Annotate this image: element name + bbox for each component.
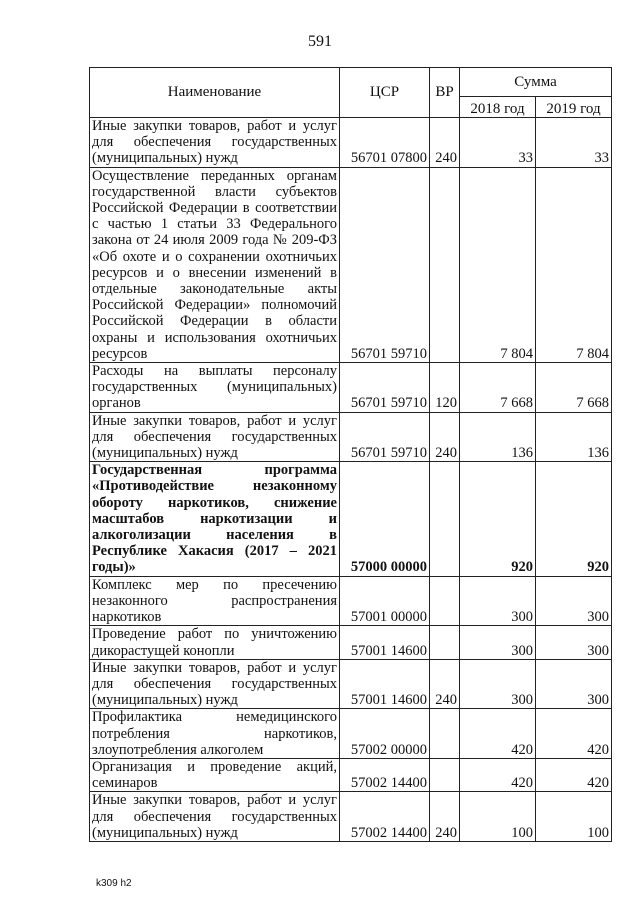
row-name: Расходы на выплаты персоналу государственных (муниципальных) органов bbox=[90, 363, 340, 413]
row-sum-2018: 136 bbox=[460, 412, 536, 462]
row-sum-2018: 420 bbox=[460, 709, 536, 759]
row-sum-2018: 920 bbox=[460, 462, 536, 576]
row-name: Организация и проведение акций, семинаров bbox=[90, 758, 340, 791]
row-csr: 56701 59710 bbox=[340, 167, 430, 362]
row-csr: 56701 59710 bbox=[340, 363, 430, 413]
row-name: Проведение работ по уничтожению дикорастущей конопли bbox=[90, 626, 340, 659]
row-sum-2019: 7 804 bbox=[536, 167, 612, 362]
table-row bbox=[90, 576, 612, 626]
row-csr: 57002 00000 bbox=[340, 709, 430, 759]
row-name: Иные закупки товаров, работ и услуг для обеспечения государственных (муниципальных) нужд bbox=[90, 118, 340, 168]
row-name: Комплекс мер по пресечению незаконного распространения наркотиков bbox=[90, 576, 340, 626]
header-year-2018: 2018 год bbox=[460, 97, 536, 118]
table-row bbox=[90, 118, 612, 168]
row-sum-2018: 7 804 bbox=[460, 167, 536, 362]
row-sum-2019: 136 bbox=[536, 412, 612, 462]
row-csr: 57001 14600 bbox=[340, 626, 430, 659]
row-sum-2019: 300 bbox=[536, 626, 612, 659]
row-vr bbox=[430, 462, 460, 576]
row-sum-2018: 7 668 bbox=[460, 363, 536, 413]
header-sum: Сумма bbox=[460, 68, 612, 97]
row-sum-2018: 300 bbox=[460, 659, 536, 709]
row-vr bbox=[430, 709, 460, 759]
row-sum-2018: 300 bbox=[460, 576, 536, 626]
table-row bbox=[90, 412, 612, 462]
row-name: Иные закупки товаров, работ и услуг для обеспечения государственных (муниципальных) нужд bbox=[90, 792, 340, 842]
table-row bbox=[90, 462, 612, 576]
table-body bbox=[90, 118, 612, 842]
header-vr: ВР bbox=[430, 68, 460, 118]
row-vr: 240 bbox=[430, 659, 460, 709]
table-row bbox=[90, 626, 612, 659]
header-year-2019: 2019 год bbox=[536, 97, 612, 118]
row-sum-2018: 100 bbox=[460, 792, 536, 842]
row-vr: 240 bbox=[430, 792, 460, 842]
table-row bbox=[90, 709, 612, 759]
row-sum-2019: 920 bbox=[536, 462, 612, 576]
row-vr bbox=[430, 167, 460, 362]
row-vr: 120 bbox=[430, 363, 460, 413]
row-sum-2018: 33 bbox=[460, 118, 536, 168]
table-row bbox=[90, 758, 612, 791]
row-sum-2018: 300 bbox=[460, 626, 536, 659]
row-csr: 57002 14400 bbox=[340, 792, 430, 842]
row-sum-2019: 300 bbox=[536, 659, 612, 709]
row-name: Государственная программа «Противодействие незаконному обороту наркотиков, снижение масштабов наркотизации и алкоголизации населения в Республике Хакасия (2017 – 2021 годы)» bbox=[90, 462, 340, 576]
row-vr bbox=[430, 626, 460, 659]
row-csr: 56701 07800 bbox=[340, 118, 430, 168]
row-name: Иные закупки товаров, работ и услуг для обеспечения государственных (муниципальных) нужд bbox=[90, 659, 340, 709]
row-csr: 57000 00000 bbox=[340, 462, 430, 576]
row-sum-2019: 300 bbox=[536, 576, 612, 626]
footer-code: k309 h2 bbox=[96, 878, 132, 889]
row-vr bbox=[430, 576, 460, 626]
row-csr: 57001 14600 bbox=[340, 659, 430, 709]
row-vr: 240 bbox=[430, 412, 460, 462]
row-name: Профилактика немедицинского потребления наркотиков, злоупотребления алкоголем bbox=[90, 709, 340, 759]
row-sum-2018: 420 bbox=[460, 758, 536, 791]
page-number: 591 bbox=[308, 33, 332, 50]
row-sum-2019: 33 bbox=[536, 118, 612, 168]
budget-table bbox=[89, 67, 612, 842]
table-row bbox=[90, 659, 612, 709]
row-csr: 57001 00000 bbox=[340, 576, 430, 626]
row-sum-2019: 100 bbox=[536, 792, 612, 842]
table-row bbox=[90, 363, 612, 413]
row-vr bbox=[430, 758, 460, 791]
header-csr: ЦСР bbox=[340, 68, 430, 118]
row-vr: 240 bbox=[430, 118, 460, 168]
header-name: Наименование bbox=[90, 68, 340, 118]
row-csr: 56701 59710 bbox=[340, 412, 430, 462]
row-sum-2019: 7 668 bbox=[536, 363, 612, 413]
row-sum-2019: 420 bbox=[536, 758, 612, 791]
table-row bbox=[90, 792, 612, 842]
row-name: Иные закупки товаров, работ и услуг для обеспечения государственных (муниципальных) нужд bbox=[90, 412, 340, 462]
row-sum-2019: 420 bbox=[536, 709, 612, 759]
row-csr: 57002 14400 bbox=[340, 758, 430, 791]
row-name: Осуществление переданных органам государственной власти субъектов Российской Федерации в соответствии с частью 1 статьи 33 Федерального закона от 24 июля 2009 года № 209-ФЗ «Об охоте и о сохранении охотничьих ресурсов и о внесении изменений в отдельные законодательные акты Российской Федерации» полномочий Российской Федерации в области охраны и использования охотничьих ресурсов bbox=[90, 167, 340, 362]
table-row bbox=[90, 167, 612, 362]
